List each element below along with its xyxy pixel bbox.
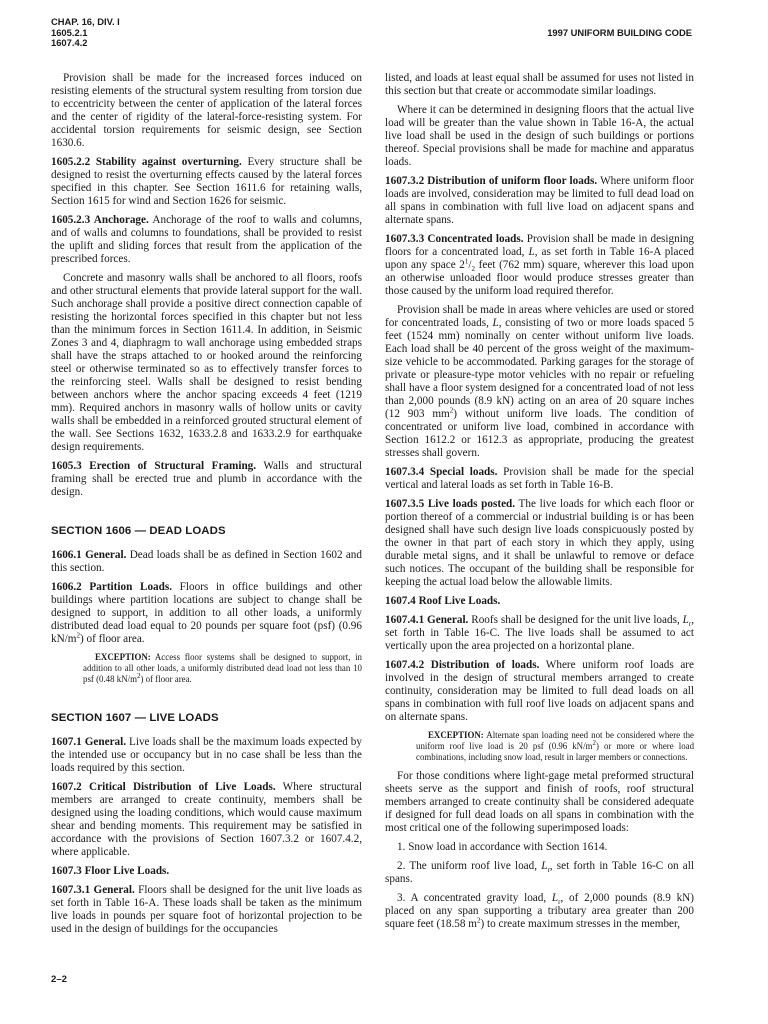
right-column [385, 72, 694, 937]
section-1606-1: 1606.1 General. Dead loads shall be as defined in Section 1602 and this section. [51, 549, 362, 574]
paragraph-continued: listed, and loads at least equal shall be assumed for uses not listed in this section but that create or accommodate similar loadings. [385, 72, 694, 97]
section-1607-3-5: 1607.3.5 Live loads posted. The live loads for which each floor or portion thereof of a commercial or industrial building is or has been designed shall have such design live loads conspicuously posted by the owner in that part of each story in which they apply, using durable metal signs, and it shall be unlawful to remove or deface such notices. The occupant of the building shall be responsible for keeping the actual load below the allowable limits. [385, 498, 694, 588]
section-heading: 1607.4.1 General. [385, 614, 469, 626]
header-chapter: CHAP. 16, DIV. I [51, 16, 120, 27]
section-heading: 1605.2.3 Anchorage. [51, 214, 149, 226]
section-title-1607: SECTION 1607 — LIVE LOADS [51, 711, 219, 724]
section-heading: 1607.3 Floor Live Loads. [51, 864, 170, 877]
running-header-title: 1997 UNIFORM BUILDING CODE [547, 27, 692, 38]
section-heading: 1605.3 Erection of Structural Framing. [51, 460, 257, 472]
section-heading: 1607.3.4 Special loads. [385, 466, 498, 478]
paragraph-actual-live-load: Where it can be determined in designing floors that the actual live load will be greater than the value shown in Table 16-A, the actual live load shall be used in the design of such buildings or portions thereof. Special provisions shall be made for machine and apparatus loads. [385, 104, 694, 168]
section-heading: 1606.2 Partition Loads. [51, 581, 173, 593]
section-1605-3: 1605.3 Erection of Structural Framing. Walls and structural framing shall be erected true and plumb in accordance with the design. [51, 460, 362, 498]
section-heading: 1606.1 General. [51, 549, 127, 561]
header-section-end: 1607.4.2 [51, 37, 88, 49]
paragraph-vehicle-loads: Provision shall be made in areas where vehicles are used or stored for concentrated loads, L, consisting of two or more loads spaced 5 feet (1524 mm) nominally on center without uniform live loads. Each load shall be 40 percent of the gross weight of the maximum-size vehicle to be accommodated. Parking garages for the storage of private or pleasure-type motor vehicles with no repair or refueling shall have a floor system designed for a concentrated load of not less than 2,000 pounds (8.9 kN) acting on an area of 20 square inches (12 903 $mm^2$) without uniform live loads. The condition of concentrated or uniform live load, combined in accordance with Section 1612.2 or 1612.3 as appropriate, producing the greatest stresses shall govern. [385, 304, 694, 459]
section-heading: 1607.3.1 General. [51, 883, 135, 896]
section-1607-3-4: 1607.3.4 Special loads. Provision shall be made for the special vertical and lateral loads as set forth in Table 16-B. [385, 466, 694, 491]
list-item-3: 3. A concentrated gravity load, $L_r$, of 2,000 pounds (8.9 kN) placed on any span supporting a tributary area greater than 200 square feet (18.58 $m^2$) to create maximum stresses in the member, [385, 891, 694, 930]
section-1607-3-3: 1607.3.3 Concentrated loads. Provision shall be made in designing floors for a concentrated load, L, as set forth in Table 16-A placed upon any space $2^1/_2$ feet (762 mm) square, wherever this load upon an otherwise unloaded floor would produce stresses greater than those caused by the uniform load required therefor. [385, 233, 695, 297]
section-heading: 1607.1 General. [51, 735, 127, 748]
section-title-1606: SECTION 1606 — DEAD LOADS [51, 525, 226, 537]
section-1607-3 [51, 865, 362, 878]
running-header-left [51, 17, 120, 49]
section-1607-3-1: 1607.3.1 General. Floors shall be designed for the unit live loads as set forth in Table 16-A. These loads shall be taken as the minimum live loads in pounds per square foot of horizontal projection to be used in the design of buildings for the occupancies [51, 883, 362, 935]
section-1605-2-2: 1605.2.2 Stability against overturning. Every structure shall be designed to resist the overturning effects caused by the lateral forces specified in this chapter. See Section 1611.6 for retaining walls, Section 1615 for wind and Section 1626 for seismic. [51, 156, 363, 207]
section-1607-2: 1607.2 Critical Distribution of Live Loads. Where structural members are arranged to create continuity, members shall be designed using the loading conditions, which would cause maximum shear and bending moments. This requirement may be satisfied in accordance with the provisions of Section 1607.3.2 or 1607.4.2, where applicable. [51, 780, 362, 858]
paragraph-metal-sheets: For those conditions where light-gage metal preformed structural sheets serve as the support and finish of roofs, roof structural members arranged to create continuity shall be considered adequate if designed for full dead loads on all spans in combination with the most critical one of the following superimposed loads: [385, 769, 694, 834]
section-1607-4-2: 1607.4.2 Distribution of loads. Where uniform roof loads are involved in the design of structural members arranged to create continuity, consideration may be limited to full dead loads on all spans in combination with full roof live loads on adjacent spans and on alternate spans. [385, 659, 695, 723]
section-heading: 1607.2 Critical Distribution of Live Loads. [51, 780, 276, 793]
left-column [51, 72, 362, 942]
list-item-2: 2. The uniform roof live load, $L_r$, set forth in Table 16-C on all spans. [385, 859, 694, 885]
exception-access-floor: EXCEPTION: Access floor systems shall be designed to support, in addition to all other loads, a uniformly distributed dead load not less than 10 psf (0.48 $kN/m^2$) of floor area. [83, 652, 362, 685]
exception-alternate-span: EXCEPTION: Alternate span loading need not be considered where the uniform roof live load is 20 psf (0.96 $kN/m^2$) or more or where load combinations, including snow load, result in larger members or connections. [416, 730, 695, 763]
section-1607-4-1: 1607.4.1 General. Roofs shall be designed for the unit live loads, $L_r$, set forth in Table 16-C. The live loads shall be assumed to act vertically upon the area projected on a horizontal plane. [385, 614, 694, 652]
section-heading: 1607.4.2 Distribution of loads. [385, 659, 540, 671]
list-item-1: 1. Snow load in accordance with Section 1614. [397, 840, 608, 853]
section-heading: 1607.3.3 Concentrated loads. [385, 233, 524, 245]
section-heading: 1607.3.5 Live loads posted. [385, 498, 516, 510]
page-number: 2–2 [51, 974, 68, 985]
paragraph-anchorage: Concrete and masonry walls shall be anchored to all floors, roofs and other structural elements that provide lateral support for the wall. Such anchorage shall provide a positive direct connection capable of resisting the horizontal forces specified in this chapter but not less than the minimum forces in Section 1611.4. In addition, in Seismic Zones 3 and 4, diaphragm to wall anchorage using embedded straps shall have the straps attached to or hooked around the reinforcing steel or otherwise terminated so as to effectively transfer forces to the reinforcing steel. Walls shall be designed to resist bending between anchors where the anchor spacing exceeds 4 feet (1219 mm). Required anchors in masonry walls of hollow units or cavity walls shall be embedded in a reinforced grouted structural element of the wall. See Sections 1632, 1633.2.8 and 1633.2.9 for earthquake design requirements. [51, 272, 362, 453]
section-1607-1: 1607.1 General. Live loads shall be the maximum loads expected by the intended use or occupancy but in no case shall be less than the loads required by this section. [51, 735, 362, 774]
section-1607-3-2: 1607.3.2 Distribution of uniform floor loads. Where uniform floor loads are involved, consideration may be limited to full dead load on all spans in combination with full live load on adjacent spans and alternate spans. [385, 175, 694, 226]
header-section-start: 1605.2.1 [51, 26, 88, 38]
section-1605-2-3: 1605.2.3 Anchorage. Anchorage of the roof to walls and columns, and of walls and columns to foundations, shall be provided to resist the uplift and sliding forces that result from the application of the prescribed forces. [51, 214, 362, 265]
section-1607-4 [385, 595, 694, 608]
section-heading: 1607.4 Roof Live Loads. [385, 595, 501, 607]
section-heading: 1607.3.2 Distribution of uniform floor loads. [385, 175, 598, 187]
section-1606-2: 1606.2 Partition Loads. Floors in office buildings and other buildings where partition locations are subject to change shall be designed to support, in addition to all other loads, a uniformly distributed dead load equal to 20 pounds per square foot (psf) (0.96 $kN/m^2$) of floor area. [51, 581, 363, 645]
paragraph-torsion: Provision shall be made for the increased forces induced on resisting elements of the structural system resulting from torsion due to eccentricity between the center of application of the lateral forces and the center of rigidity of the lateral-force-resisting system. For accidental torsion requirements for seismic design, see Section 1630.6. [51, 72, 362, 149]
section-heading: 1605.2.2 Stability against overturning. [51, 156, 242, 168]
